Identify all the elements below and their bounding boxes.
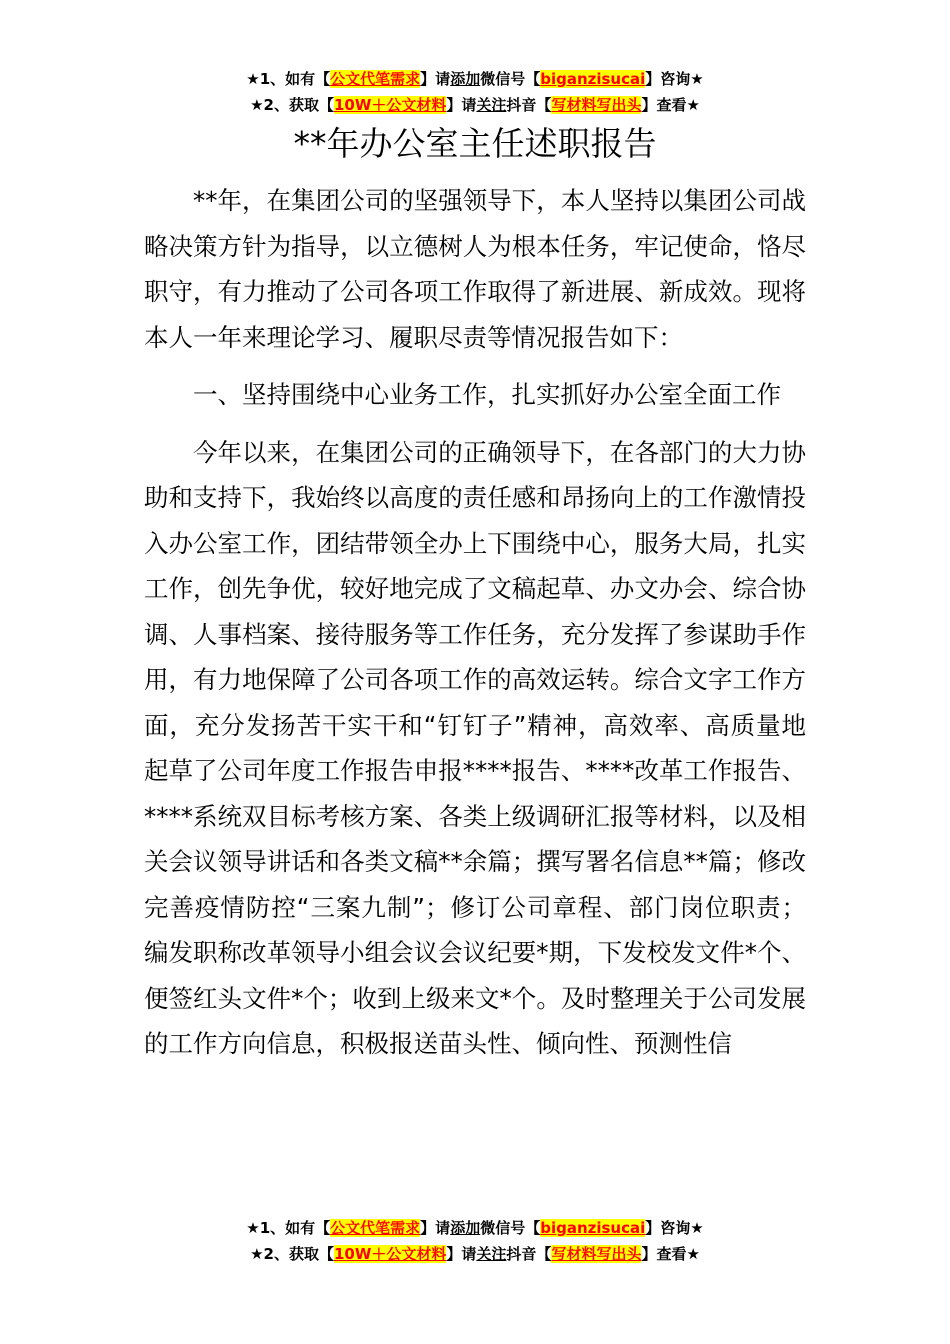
paragraph-intro: **年，在集团公司的坚强领导下，本人坚持以集团公司战略决策方针为指导，以立德树人为根本任务，牢记使命，恪尽职守，有力推动了公司各项工作取得了新进展、新成效。现将本人一年来理论学习、履职尽责等情况报告如下： [144, 186, 806, 352]
promo-underline: 关注 [476, 96, 507, 114]
promo-text: 】请 [446, 1245, 477, 1263]
promo-wechat-id: biganzisucai [540, 70, 646, 88]
promo-highlight: 公文代笔需求 [330, 70, 421, 88]
promo-douyin-id: 写材料写出头 [551, 1245, 642, 1263]
promo-highlight: 10W＋公文材料 [333, 96, 447, 114]
document-title: **年办公室主任述职报告 [293, 124, 657, 163]
promo-text: 】查看★ [641, 96, 700, 114]
promo-highlight: 公文代笔需求 [330, 1219, 421, 1237]
promo-text: 】请 [420, 1219, 451, 1237]
promo-underline: 添加 [450, 1219, 481, 1237]
promo-text: 抖音【 [506, 96, 552, 114]
promo-text: 微信号【 [480, 70, 541, 88]
promo-text: 】查看★ [641, 1245, 700, 1263]
promo-text: ★2、获取【 [250, 1245, 334, 1263]
promo-banner-bottom [0, 1215, 950, 1267]
promo-douyin-id: 写材料写出头 [551, 96, 642, 114]
promo-text: 抖音【 [506, 1245, 552, 1263]
promo-wechat-id: biganzisucai [540, 1219, 646, 1237]
promo-text: 】咨询★ [645, 1219, 704, 1237]
section-heading-1: 一、坚持围绕中心业务工作，扎实抓好办公室全面工作 [193, 380, 781, 409]
promo-text: ★1、如有【 [246, 70, 331, 88]
promo-line-1 [0, 66, 950, 92]
document-body [144, 178, 806, 1079]
promo-highlight: 10W＋公文材料 [333, 1245, 447, 1263]
promo-line-2 [0, 1241, 950, 1267]
promo-text: 】请 [420, 70, 451, 88]
promo-text: ★2、获取【 [250, 96, 334, 114]
promo-underline: 添加 [450, 70, 481, 88]
promo-banner-top [0, 66, 950, 118]
promo-line-1 [0, 1215, 950, 1241]
promo-text: 】请 [446, 96, 477, 114]
promo-text: ★1、如有【 [246, 1219, 331, 1237]
paragraph-section-1: 今年以来，在集团公司的正确领导下，在各部门的大力协助和支持下，我始终以高度的责任感和昂扬向上的工作激情投入办公室工作，团结带领全办上下围绕中心，服务大局，扎实工作，创先争优，较好地完成了文稿起草、办文办会、综合协调、人事档案、接待服务等工作任务，充分发挥了参谋助手作用，有力地保障了公司各项工作的高效运转。综合文字工作方面，充分发扬苦干实干和“钉钉子”精神，高效率、高质量地起草了公司年度工作报告申报****报告、****改革工作报告、****系统双目标考核方案、各类上级调研汇报等材料，以及相关会议领导讲话和各类文稿**余篇；撰写署名信息**篇；修改完善疫情防控“三案九制”；修订公司章程、部门岗位职责；编发职称改革领导小组会议会议纪要*期，下发校发文件*个、便签红头文件*个；收到上级来文*个。及时整理关于公司发展的工作方向信息，积极报送苗头性、倾向性、预测性信 [144, 437, 806, 1058]
promo-text: 微信号【 [480, 1219, 541, 1237]
promo-underline: 关注 [476, 1245, 507, 1263]
promo-line-2 [0, 92, 950, 118]
promo-text: 】咨询★ [645, 70, 704, 88]
